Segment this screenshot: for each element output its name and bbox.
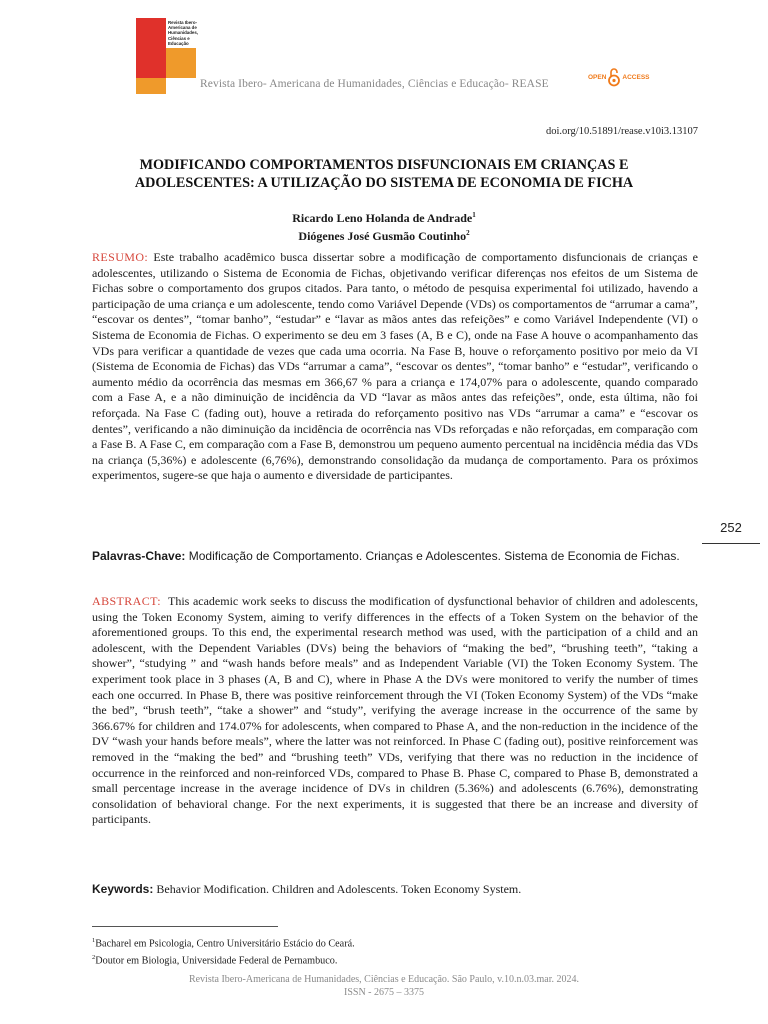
footnote-1: [92, 934, 355, 951]
page-number-rule: [702, 543, 760, 544]
keywords-section: [92, 882, 698, 898]
open-access-access-label: ACCESS: [622, 73, 650, 81]
author-2-footnote-mark[interactable]: 2: [466, 229, 470, 237]
resumo-text: Este trabalho acadêmico busca dissertar sobre a modificação de comportamento disfuncionais de crianças e adolescentes, utilizando o Sistema de Economia de Fichas, objetivando verificar diferenças nos efeitos de um Sistema de Fichas sobre o comportamento dos grupos citados. Para tanto, o método de pesquisa experimental foi utilizado, havendo a participação de uma criança e um adolescente, tendo como Variável Depende (VDs) os comportamentos de “arrumar a cama”, “escovar os dentes”, “tomar banho”, “estudar” e “lavar as mãos antes das refeições” e como Variável Independente (VI) o Sistema de Economia de Fichas. O experimento se deu em 3 fases (A, B e C), onde na Fase A houve o acompanhamento das VDs para verificar a quantidade de vezes que cada uma ocorria. Na Fase B, houve o reforçamento positivo por meio da VI (Sistema de Economia de Fichas) das VDs “arrumar a cama”, “escovar os dentes”, “tomar banho” e “estudar”, verificando o aumento médio da ocorrência das mesmas em 366,67 % para a criança e 174,07% para o adolescente, quando comparado com a Fase A, e a não diminuição de incidência da VD “lavar as mãos antes das refeições”, onde, esta última, não foi reforçada. Na Fase C (fading out), houve a retirada do reforçamento positivo nas VDs “arrumar a cama” e “escovar os dentes”, verificando a não diminuição da incidência de ocorrência nas VDs reforçadas e não reforçadas, em comparação com a Fase B. A Fase C, em comparação com a Fase B, demonstrou um pequeno aumento percentual na incidência média das VDs na criança (5,36%) e adolescente (6,76%), demonstrando consolidação da mudança de comportamento. Para os próximos experimentos, sugere-se que haja o aumento e diversidade de participantes.: [92, 250, 698, 483]
footnote-1-mark: 1: [92, 937, 96, 944]
footnote-divider: [92, 926, 278, 927]
resumo-section: [92, 250, 698, 484]
resumo-label: RESUMO:: [92, 250, 149, 264]
logo-block-orange-bottom: [136, 78, 166, 94]
logo-block-orange-right: [166, 48, 196, 78]
author-1: [92, 208, 676, 226]
footer-citation: Revista Ibero-Americana de Humanidades, Ciências e Educação. São Paulo, v.10.n.03.mar. 2024.: [188, 974, 580, 985]
author-2: [92, 226, 676, 244]
keywords-text: Behavior Modification. Children and Adolescents. Token Economy System.: [156, 882, 522, 896]
palavras-chave-label: Palavras-Chave:: [92, 549, 186, 563]
logo-text: Revista Ibero-Americana de Humanidades, Ciências e Educação: [168, 20, 199, 46]
abstract-section: [92, 594, 698, 828]
author-2-name: Diógenes José Gusmão Coutinho: [298, 229, 467, 243]
page-number: 252: [720, 520, 742, 535]
article-title: MODIFICANDO COMPORTAMENTOS DISFUNCIONAIS EM CRIANÇAS E ADOLESCENTES: A UTILIZAÇÃO DO SISTEMA DE ECONOMIA DE FICHA: [134, 157, 634, 191]
footnote-1-text: Bacharel em Psicologia, Centro Universitário Estácio do Ceará.: [95, 938, 355, 950]
author-1-footnote-mark[interactable]: 1: [472, 211, 476, 219]
author-list: [92, 208, 676, 244]
open-access-badge: [588, 64, 650, 90]
palavras-chave-text: Modificação de Comportamento. Crianças e Adolescentes. Sistema de Economia de Fichas.: [188, 549, 680, 563]
footnote-2-text: Doutor em Biologia, Universidade Federal de Pernambuco.: [95, 955, 338, 967]
abstract-text: This academic work seeks to discuss the modification of dysfunctional behavior of children and adolescents, using the Token Economy System, aiming to verify differences in the effects of a Token System on the behavior of the aforementioned groups. To this end, the experimental research method was used, with the participation of a child and an adolescent, with the Dependent Variables (DVs) being the behaviors of “making the bed”, “brushing teeth”, “taking a shower”, “studying ” and “wash hands before meals” and as Independent Variable (VI) the Token Economy System. The experiment took place in 3 phases (A, B and C), where in Phase A the DVs were monitored to verify the number of times each one occurred. In Phase B, there was positive reinforcement through the VI (Token Economy System) of the VDs “make the bed”, “brush teeth”, “take a shower” and “study”, verifying the average increase in the occurrence of the same by 366.67% for children and 174.07% for adolescents, when compared to Phase A, and the non-reduction in the incidence of the DV “wash your hands before meals”, where the latter was not reinforced. In Phase C (fading out), positive reinforcement was removed in the “making the bed” and “brushing teeth” VDs, verifying that there was no reduction in the incidence of occurrence in the reinforced and non-reinforced VDs, compared to Phase B. Phase C, compared to Phase B, demonstrated a small percentage increase in the average incidence of DVs in children (5.36%) and adolescents (6.76%), demonstrating consolidation of behavioral change. For the next experiments, it is suggested that there be an increase and diversity of participants.: [92, 594, 698, 827]
journal-header-line: Revista Ibero- Americana de Humanidades, Ciências e Educação- REASE: [200, 78, 549, 90]
page-footer: [92, 973, 676, 999]
footnote-2-mark: 2: [92, 953, 96, 961]
footer-issn: ISSN - 2675 – 3375: [343, 987, 424, 998]
abstract-label: ABSTRACT:: [92, 594, 162, 608]
palavras-chave-section: [92, 548, 698, 564]
keywords-label: Keywords:: [92, 882, 154, 896]
logo-block-red-top: [136, 18, 166, 48]
author-1-name: Ricardo Leno Holanda de Andrade: [292, 211, 473, 225]
doi-link[interactable]: doi.org/10.51891/rease.v10i3.13107: [545, 126, 698, 137]
open-lock-icon: [608, 67, 620, 87]
footnotes: [92, 934, 355, 968]
footnote-2: [92, 951, 355, 968]
open-access-open-label: OPEN: [588, 73, 607, 81]
logo-block-red-middle: [136, 48, 166, 78]
